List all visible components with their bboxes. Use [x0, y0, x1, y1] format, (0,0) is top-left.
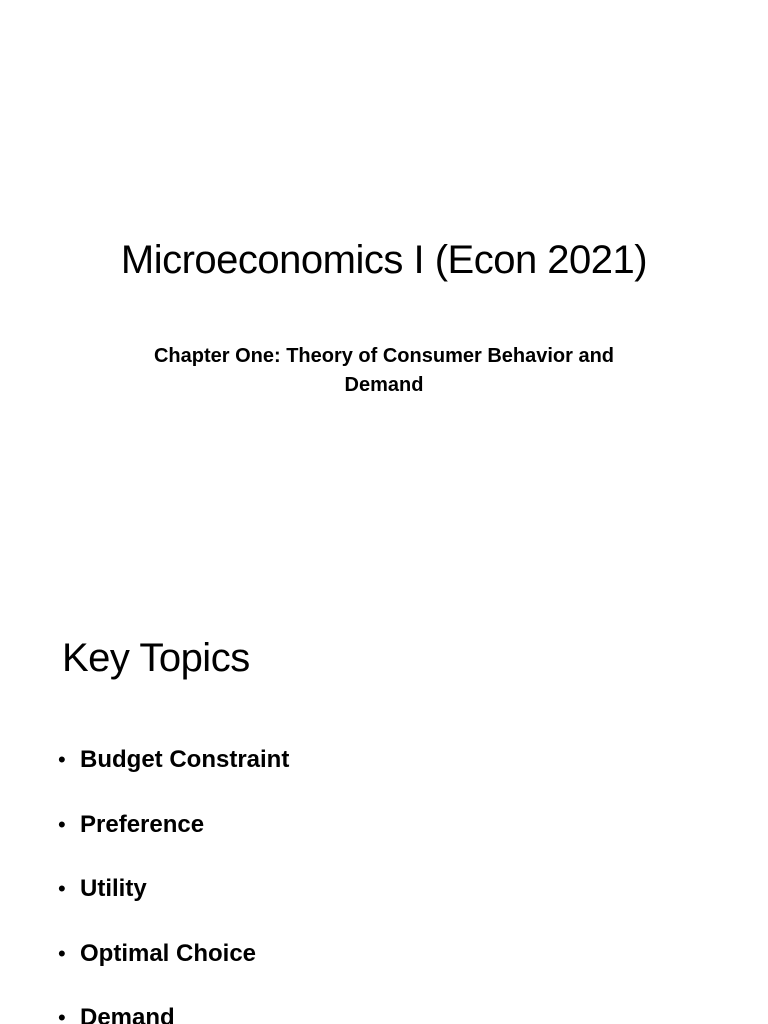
slide-title: Microeconomics I (Econ 2021): [120, 238, 648, 282]
key-topics-heading: Key Topics: [62, 636, 250, 680]
bullet-icon: •: [58, 940, 66, 966]
topic-label: Demand: [80, 1004, 175, 1024]
subtitle-line-1: Chapter One: Theory of Consumer Behavior and: [153, 345, 615, 367]
topic-label: Optimal Choice: [80, 939, 257, 967]
topic-item-demand: [58, 1004, 289, 1024]
topic-item-optimal-choice: [58, 940, 289, 1005]
topic-list: [58, 746, 289, 1024]
bullet-icon: •: [58, 811, 66, 837]
bullet-icon: •: [58, 747, 66, 772]
key-topics-slide: [0, 576, 768, 1024]
topic-label: Budget Constraint: [80, 746, 290, 773]
bullet-icon: •: [58, 876, 66, 901]
topic-item-utility: [58, 875, 289, 940]
topic-item-budget-constraint: [58, 746, 289, 811]
bullet-icon: •: [58, 1005, 66, 1024]
topic-item-preference: [58, 811, 289, 876]
subtitle-line-2: Demand: [344, 374, 424, 396]
topic-label: Utility: [80, 875, 147, 902]
topic-label: Preference: [80, 810, 205, 838]
slide-subtitle: [120, 342, 648, 400]
